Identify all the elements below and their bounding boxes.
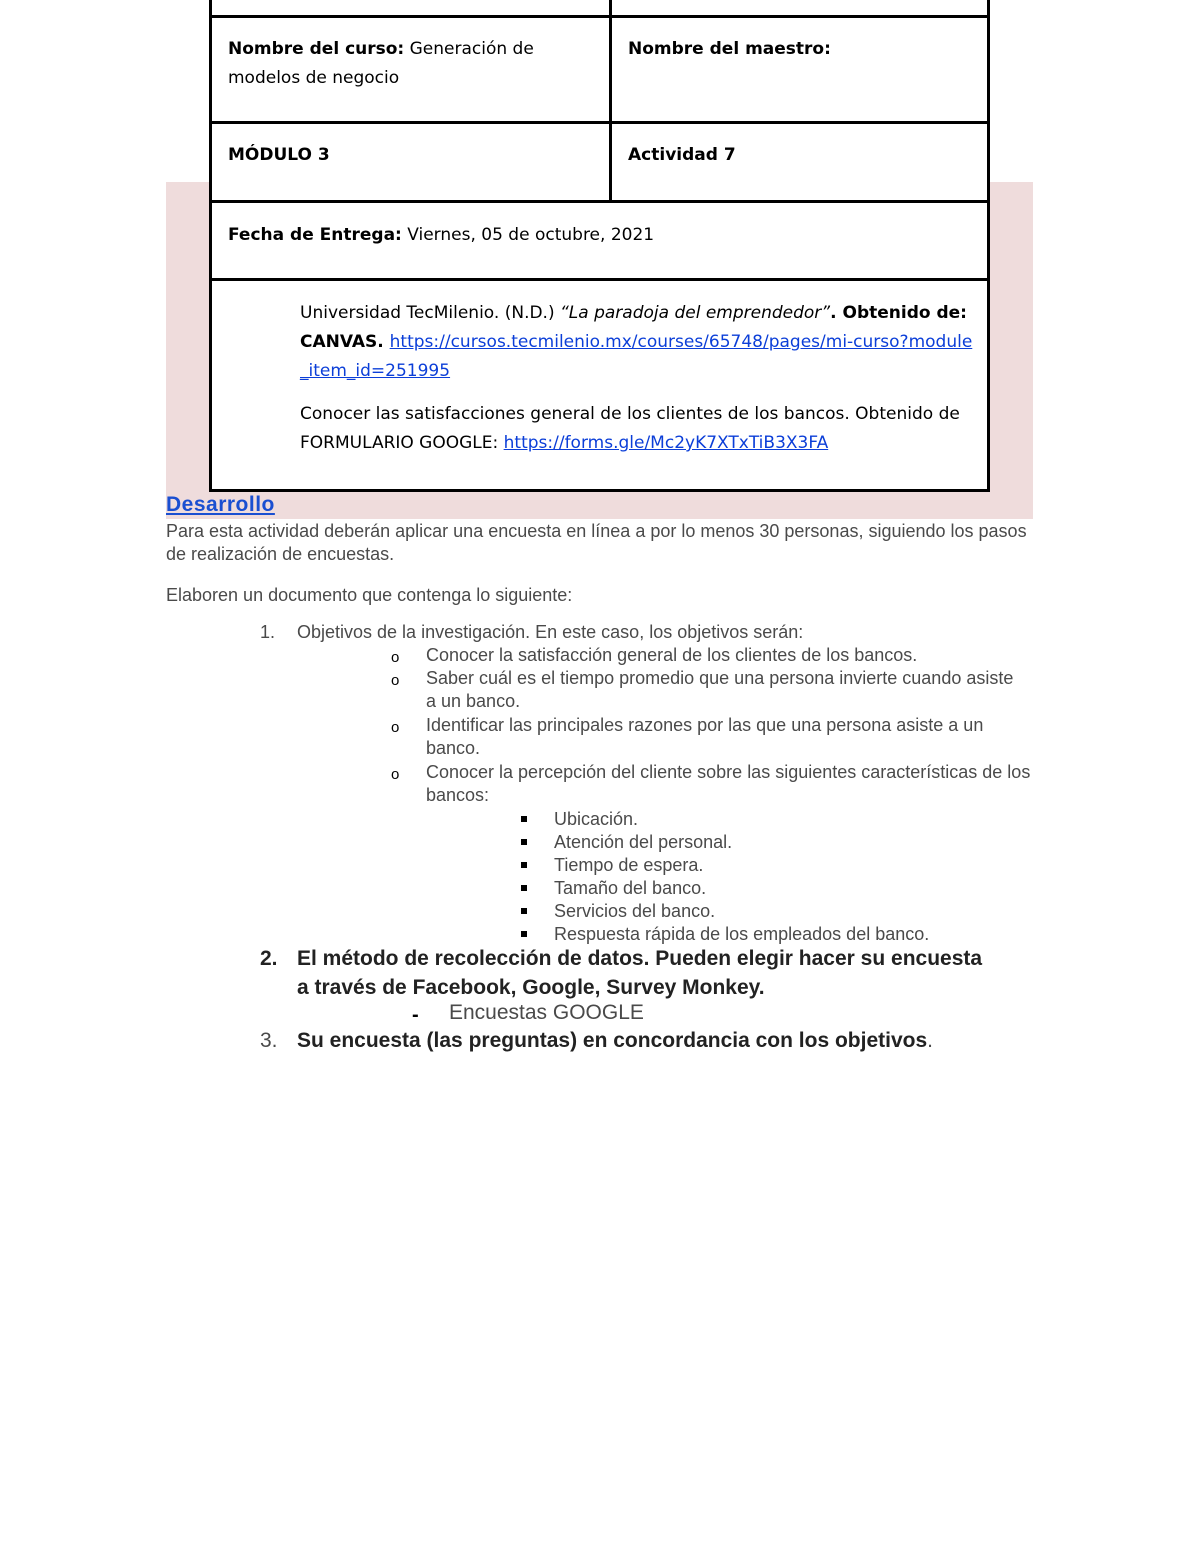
list-item-3-text: Su encuesta (las preguntas) en concordancia con los objetivos: [297, 1029, 928, 1052]
sub-marker: o: [391, 766, 400, 783]
reference-author: Universidad TecMilenio. (N.D.): [300, 303, 560, 323]
feature-item: Tiempo de espera.: [554, 855, 704, 875]
square-bullet-icon: [521, 885, 527, 891]
course-label: Nombre del curso:: [228, 39, 405, 59]
feature-item: Ubicación.: [554, 809, 639, 829]
course-name-cell: [228, 35, 598, 93]
due-date-label: Fecha de Entrega:: [228, 225, 402, 245]
due-date-value: Viernes, 05 de octubre, 2021: [401, 225, 655, 245]
sub-marker: o: [391, 719, 400, 736]
references-block: [300, 299, 980, 458]
canvas-link[interactable]: https://cursos.tecmilenio.mx/courses/65748/pages/mi-curso?module_item_id=251995: [300, 332, 973, 381]
dash-marker: -: [412, 1004, 419, 1026]
list-item-3: [297, 1026, 1057, 1055]
list-number-2: 2.: [260, 947, 278, 970]
list-item-3-end: .: [927, 1029, 933, 1052]
table-column-divider: [609, 0, 612, 203]
intro-paragraph: Para esta actividad deberán aplicar una encuesta en línea a por lo menos 30 personas, siguiendo los pasos de realización de encuestas.: [166, 521, 1027, 564]
teacher-label: Nombre del maestro:: [628, 39, 831, 59]
module-label: MÓDULO 3: [228, 145, 330, 165]
course-value: Generación de modelos de negocio: [228, 39, 534, 88]
sub-item-4: Conocer la percepción del cliente sobre las siguientes características de los bancos:: [426, 762, 1031, 805]
sub-item-2: Saber cuál es el tiempo promedio que una persona invierte cuando asiste a un banco.: [426, 668, 1014, 711]
square-bullet-icon: [521, 839, 527, 845]
square-bullet-icon: [521, 908, 527, 914]
sub-marker: o: [391, 649, 400, 666]
reference-1: [300, 299, 980, 386]
list-number-3: 3.: [260, 1029, 278, 1052]
sub-item-1: Conocer la satisfacción general de los clientes de los bancos.: [426, 645, 918, 665]
table-divider: [212, 121, 987, 124]
due-date-cell: [228, 221, 654, 250]
list-item-2: El método de recolección de datos. Pueden elegir hacer su encuesta a través de Facebook, Google, Survey Monkey.: [297, 947, 983, 999]
table-divider: [212, 278, 987, 281]
sub-marker: o: [391, 672, 400, 689]
course-header-table: [209, 0, 990, 492]
feature-item: Atención del personal.: [554, 832, 733, 852]
section-title: Desarrollo: [166, 493, 275, 516]
activity-label: Actividad 7: [628, 145, 736, 165]
square-bullet-icon: [521, 816, 527, 822]
reference-text: Conocer las satisfacciones general de los clientes de los bancos. Obtenido de FORMULARIO GOOGLE:: [300, 404, 960, 453]
square-bullet-icon: [521, 862, 527, 868]
reference-2: [300, 400, 980, 458]
table-divider: [212, 15, 987, 18]
feature-item: Servicios del banco.: [554, 901, 716, 921]
list-item-2-answer: Encuestas GOOGLE: [449, 1001, 644, 1024]
reference-source: . Obtenido de: CANVAS.: [300, 303, 967, 352]
instruction-paragraph: Elaboren un documento que contenga lo siguiente:: [166, 585, 573, 605]
sub-item-3: Identificar las principales razones por las que una persona asiste a un banco.: [426, 715, 984, 758]
list-number-1: 1.: [260, 622, 276, 642]
reference-title: “La paradoja del emprendedor”: [560, 303, 831, 323]
google-form-link[interactable]: https://forms.gle/Mc2yK7XTxTiB3X3FA: [503, 433, 829, 453]
square-bullet-icon: [521, 931, 527, 937]
feature-item: Respuesta rápida de los empleados del banco.: [554, 924, 930, 944]
table-divider: [212, 200, 987, 203]
list-item-1: Objetivos de la investigación. En este caso, los objetivos serán:: [297, 622, 804, 642]
feature-item: Tamaño del banco.: [554, 878, 707, 898]
